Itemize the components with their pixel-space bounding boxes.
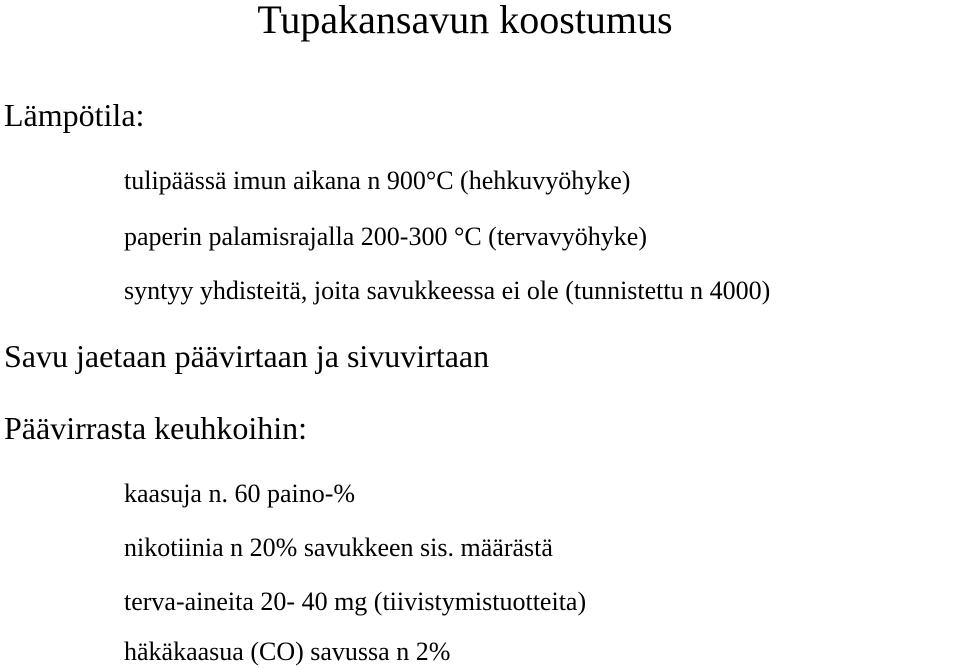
list-item-lungs-4: häkäkaasua (CO) savussa n 2% [124,637,451,666]
list-item-lungs-3: terva-aineita 20- 40 mg (tiivistymistuotteita) [124,587,587,616]
list-item-lungs-1: kaasuja n. 60 paino-% [124,479,356,508]
heading-mainstream-to-lungs: Päävirrasta keuhkoihin: [4,410,308,446]
heading-temperature: Lämpötila: [4,97,145,133]
page-title: Tupakansavun koostumus [257,0,673,42]
list-item-temperature-3: syntyy yhdisteitä, joita savukkeessa ei ole (tunnistettu n 4000) [124,276,771,305]
list-item-temperature-1: tulipäässä imun aikana n 900°C (hehkuvyöhyke) [124,166,631,195]
list-item-lungs-2: nikotiinia n 20% savukkeen sis. määrästä [124,533,553,562]
heading-smoke-streams: Savu jaetaan päävirtaan ja sivuvirtaan [4,338,490,374]
list-item-temperature-2: paperin palamisrajalla 200-300 °C (tervavyöhyke) [124,222,647,251]
